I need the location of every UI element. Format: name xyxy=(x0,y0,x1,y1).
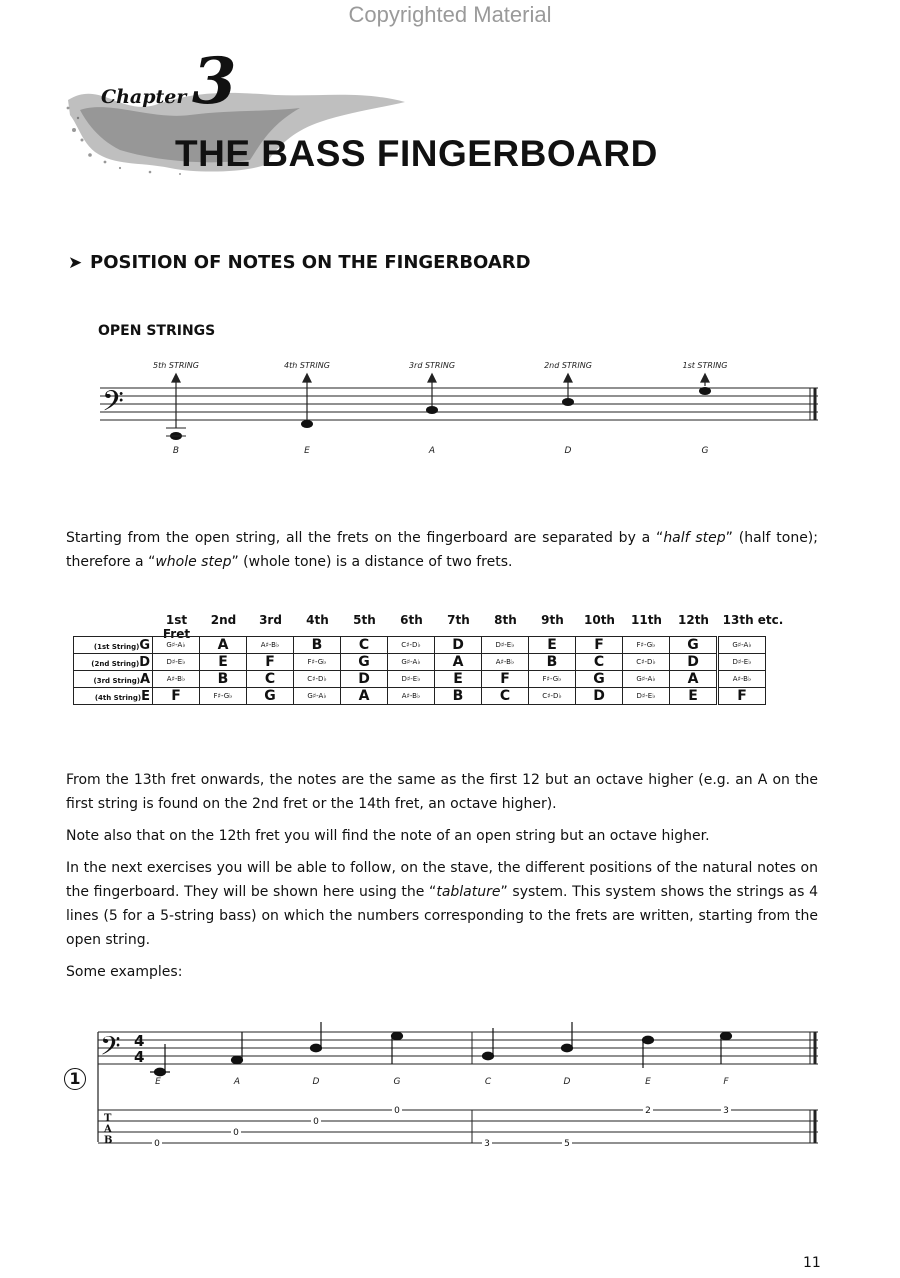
fret-cell: C♯-D♭ xyxy=(623,654,670,671)
example-note-label: C xyxy=(484,1077,492,1087)
fret-header: 8th xyxy=(494,613,517,627)
string-row-label: (3rd String)A xyxy=(74,671,153,688)
fret-header: 10th xyxy=(584,613,615,627)
fret-cell: D♯-E♭ xyxy=(482,637,529,654)
section-heading xyxy=(68,252,531,273)
chapter-word: Chapter xyxy=(101,86,187,108)
fret-header: 7th xyxy=(447,613,470,627)
fret-cell: D♯-E♭ xyxy=(153,654,200,671)
time-signature-bottom: 4 xyxy=(134,1048,145,1066)
fret-cell: G xyxy=(247,688,294,705)
string-row-label: (2nd String)D xyxy=(74,654,153,671)
fret-cell: F♯-G♭ xyxy=(529,671,576,688)
fret-cell: D♯-E♭ xyxy=(388,671,435,688)
fret-cell: E xyxy=(670,688,718,705)
tab-letter: A xyxy=(104,1124,112,1135)
open-strings-staff xyxy=(0,350,900,460)
tab-number: 5 xyxy=(564,1139,570,1149)
example-number: 1 xyxy=(64,1068,86,1090)
fret-cell: G xyxy=(670,637,718,654)
fret-cell: B xyxy=(200,671,247,688)
tab-number: 2 xyxy=(645,1106,651,1116)
table-row xyxy=(74,654,766,671)
fret-cell: F xyxy=(576,637,623,654)
fret-cell: G xyxy=(576,671,623,688)
fret-header: 9th xyxy=(541,613,564,627)
time-signature-top: 4 xyxy=(134,1032,145,1050)
fret-cell: B xyxy=(435,688,482,705)
fret-cell: A xyxy=(200,637,247,654)
fret-header: 3rd xyxy=(259,613,282,627)
fret-cell: C xyxy=(341,637,388,654)
fret-cell: D xyxy=(435,637,482,654)
paragraph-octave: From the 13th fret onwards, the notes are the same as the first 12 but an octave higher (e.g. an A on the first string is found on the 2nd fret or the 14th fret, an octave higher). xyxy=(66,772,818,812)
fret-cell: F♯-G♭ xyxy=(200,688,247,705)
fret-header: 6th xyxy=(400,613,423,627)
tab-number: 0 xyxy=(394,1106,400,1116)
note-label: G xyxy=(701,446,709,456)
chevron-right-icon: ➤ xyxy=(68,253,83,273)
example-staff-lines xyxy=(98,1032,818,1064)
fret-cell: A♯-B♭ xyxy=(388,688,435,705)
fret-cell: D xyxy=(576,688,623,705)
table-row xyxy=(74,688,766,705)
fret-cell: D xyxy=(670,654,718,671)
note-label: D xyxy=(564,446,572,456)
table-row xyxy=(74,637,766,654)
tab-lines xyxy=(98,1110,818,1143)
tab-number: 3 xyxy=(723,1106,729,1116)
fret-cell: C♯-D♭ xyxy=(388,637,435,654)
fret-cell: D xyxy=(341,671,388,688)
fret-cell: G♯-A♭ xyxy=(623,671,670,688)
fret-cell: C xyxy=(482,688,529,705)
example-noteheads xyxy=(150,1022,732,1076)
bass-clef-icon: 𝄢 xyxy=(102,385,124,425)
fret-header: 2nd xyxy=(210,613,237,627)
example-note-label: D xyxy=(563,1077,571,1087)
note-label: A xyxy=(428,446,436,456)
fret-cell: F♯-G♭ xyxy=(294,654,341,671)
section-heading-text: POSITION OF NOTES ON THE FINGERBOARD xyxy=(90,252,531,273)
fret-header: 11th xyxy=(631,613,662,627)
fret-header: 5th xyxy=(353,613,376,627)
example-note-label: A xyxy=(233,1077,241,1087)
note-label: B xyxy=(172,446,180,456)
fret-cell: G xyxy=(341,654,388,671)
tab-letter: B xyxy=(104,1135,113,1146)
bass-clef-icon: 𝄢 xyxy=(100,1030,121,1068)
fret-cell: F xyxy=(153,688,200,705)
fret-header: 12th xyxy=(678,613,709,627)
tab-number: 3 xyxy=(484,1139,490,1149)
fret-cell: C xyxy=(576,654,623,671)
paragraph-examples: Some examples: xyxy=(66,964,183,980)
fret-cell: A♯-B♭ xyxy=(247,637,294,654)
fret-cell: A♯-B♭ xyxy=(718,671,766,688)
fret-cell: G♯-A♭ xyxy=(294,688,341,705)
fret-cell: D♯-E♭ xyxy=(718,654,766,671)
fret-cell: G♯-A♭ xyxy=(718,637,766,654)
fret-cell: E xyxy=(435,671,482,688)
table-row xyxy=(74,671,766,688)
tab-number: 0 xyxy=(313,1117,319,1127)
fret-cell: A♯-B♭ xyxy=(482,654,529,671)
string-label: 4th STRING xyxy=(284,361,330,370)
copyright-watermark: Copyrighted Material xyxy=(348,2,552,27)
example-note-label: E xyxy=(155,1077,161,1087)
fret-cell: D♯-E♭ xyxy=(623,688,670,705)
example-staff xyxy=(0,1020,900,1155)
fret-cell: B xyxy=(529,654,576,671)
fret-cell: A xyxy=(670,671,718,688)
fret-header: 4th xyxy=(306,613,329,627)
fret-cell: A♯-B♭ xyxy=(153,671,200,688)
fret-cell: F xyxy=(718,688,766,705)
fret-cell: C xyxy=(247,671,294,688)
example-note-label: F xyxy=(723,1077,729,1087)
tab-letter: T xyxy=(104,1113,112,1124)
fret-cell: G♯-A♭ xyxy=(153,637,200,654)
paragraph-tablature: In the next exercises you will be able to follow, on the stave, the different positions of the natural notes on the fingerboard. They will be shown here using the “tablature” system. This system shows the strings as 4 lines (5 for a 5-string bass) on which the numbers corresponding to the frets are written, starting from the open string. xyxy=(66,860,819,948)
paragraph-12th-fret: Note also that on the 12th fret you will find the note of an open string but an octave higher. xyxy=(66,828,710,844)
fret-cell: F xyxy=(247,654,294,671)
tab-number: 0 xyxy=(154,1139,160,1149)
string-label: 2nd STRING xyxy=(544,361,592,370)
fret-cell: F xyxy=(482,671,529,688)
fret-cell: A xyxy=(435,654,482,671)
fret-header: 13th etc. xyxy=(722,613,784,627)
paragraph-half-step: Starting from the open string, all the frets on the fingerboard are separated by a “half step” (half tone); therefore a “whole step” (whole tone) is a distance of two frets. xyxy=(66,530,818,570)
string-label: 3rd STRING xyxy=(408,361,456,370)
string-label: 5th STRING xyxy=(153,361,199,370)
fret-cell: F♯-G♭ xyxy=(623,637,670,654)
fret-cell: B xyxy=(294,637,341,654)
string-row-label: (4th String)E xyxy=(74,688,153,705)
string-label: 1st STRING xyxy=(682,361,728,370)
note-label: E xyxy=(304,446,310,456)
fret-table xyxy=(73,636,766,705)
example-note-label: E xyxy=(645,1077,651,1087)
fret-cell: E xyxy=(529,637,576,654)
fret-header: 1st Fret xyxy=(162,613,191,641)
fret-cell: E xyxy=(200,654,247,671)
open-strings-heading: OPEN STRINGS xyxy=(98,323,216,339)
chapter-title: THE BASS FINGERBOARD xyxy=(175,133,658,174)
string-row-label: (1st String)G xyxy=(74,637,153,654)
fret-cell: G♯-A♭ xyxy=(388,654,435,671)
chapter-number: 3 xyxy=(192,44,237,119)
fret-cell: C♯-D♭ xyxy=(294,671,341,688)
fret-cell: C♯-D♭ xyxy=(529,688,576,705)
example-note-label: G xyxy=(393,1077,401,1087)
page-number: 11 xyxy=(803,1255,821,1271)
tab-number: 0 xyxy=(233,1128,239,1138)
open-string-noteheads xyxy=(166,387,711,440)
example-note-label: D xyxy=(312,1077,320,1087)
fret-cell: A xyxy=(341,688,388,705)
